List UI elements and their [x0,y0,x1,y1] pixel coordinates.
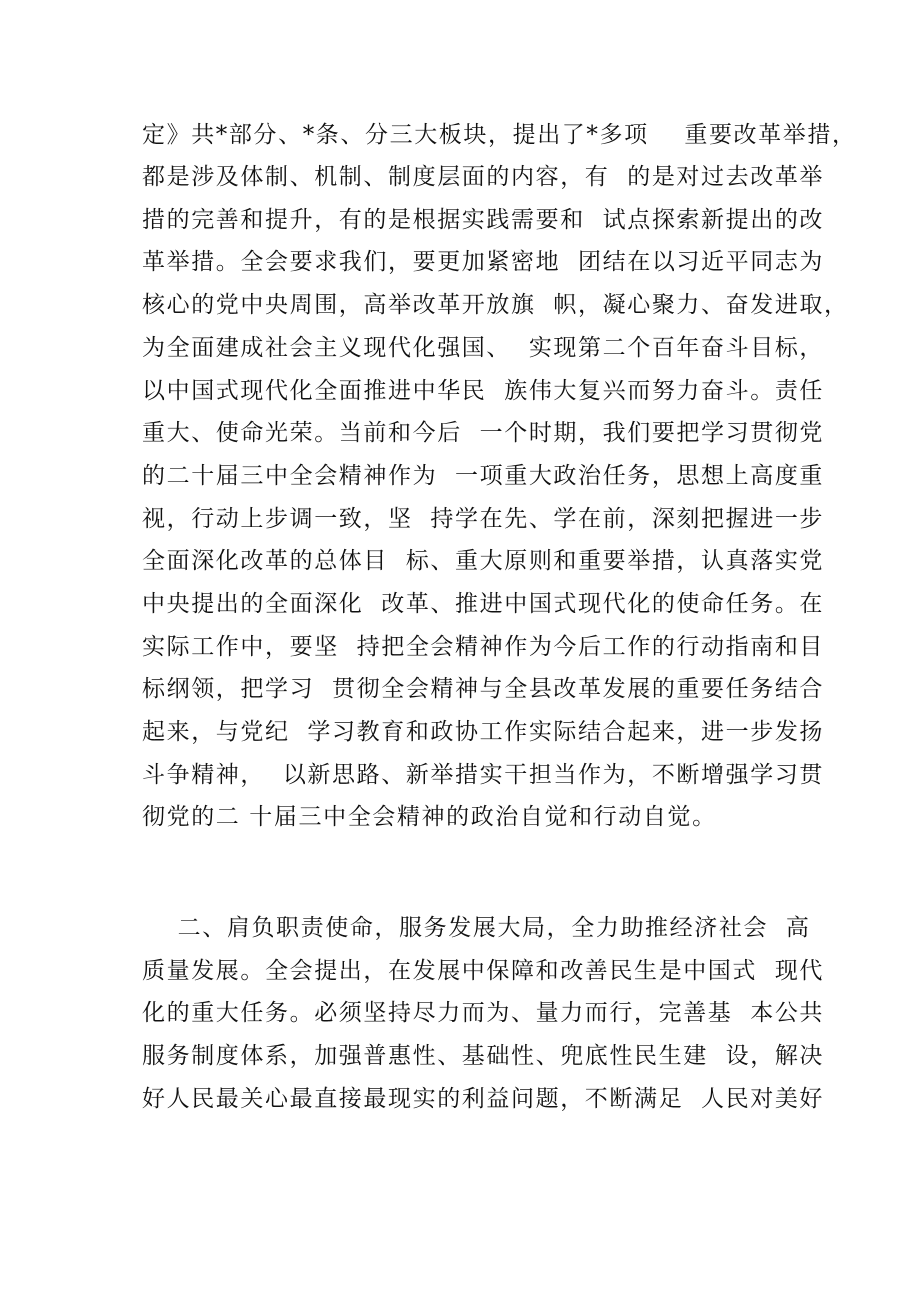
body-text-line: 好人民最关心最直接最现实的利益问题，不断满足 人民对美好 [142,1086,825,1112]
body-text-line: 定》共*部分、*条、分三大板块，提出了*多项 重要改革举措， [142,122,857,148]
body-text-line: 都是涉及体制、机制、制度层面的内容，有 的是对过去改革举 [142,164,825,190]
body-text-line: 起来，与党纪 学习教育和政协工作实际结合起来，进一步发扬 [142,719,825,745]
body-text-line: 以中国式现代化全面推进中华民 族伟大复兴而努力奋斗。责任 [142,378,825,404]
body-text-line: 革举措。全会要求我们，要更加紧密地 团结在以习近平同志为 [142,249,825,275]
body-text-line: 为全面建成社会主义现代化强国、 实现第二个百年奋斗目标， [142,335,825,361]
body-text-line: 中央提出的全面深化 改革、推进中国式现代化的使命任务。在 [142,591,825,617]
body-text-line: 实际工作中，要坚 持把全会精神作为今后工作的行动指南和目 [142,634,825,660]
body-text-line: 措的完善和提升，有的是根据实践需要和 试点探索新提出的改 [142,207,825,233]
body-text-line: 全面深化改革的总体目 标、重大原则和重要举措，认真落实党 [142,548,825,574]
body-text-line: 标纲领，把学习 贯彻全会精神与全县改革发展的重要任务结合 [142,676,825,702]
body-text-line: 重大、使命光荣。当前和今后 一个时期，我们要把学习贯彻党 [142,420,825,446]
body-text-line: 化的重大任务。必须坚持尽力而为、量力而行，完善基 本公共 [142,1000,825,1026]
body-text-line: 斗争精神， 以新思路、新举措实干担当作为，不断增强学习贯 [142,762,825,788]
body-text-line: 质量发展。全会提出，在发展中保障和改善民生是中国式 现代 [142,958,825,984]
body-text-line: 视，行动上步调一致，坚 持学在先、学在前，深刻把握进一步 [142,506,825,532]
body-text-line: 核心的党中央周围，高举改革开放旗 帜，凝心聚力、奋发进取， [142,292,849,318]
body-text-line: 二、肩负职责使命，服务发展大局，全力助推经济社会 高 [142,915,811,941]
body-text-line: 彻党的二 十届三中全会精神的政治自觉和行动自觉。 [142,804,717,830]
body-text-line: 的二十届三中全会精神作为 一项重大政治任务，思想上高度重 [142,463,825,489]
body-text-line: 服务制度体系，加强普惠性、基础性、兜底性民生建 设，解决 [142,1043,825,1069]
